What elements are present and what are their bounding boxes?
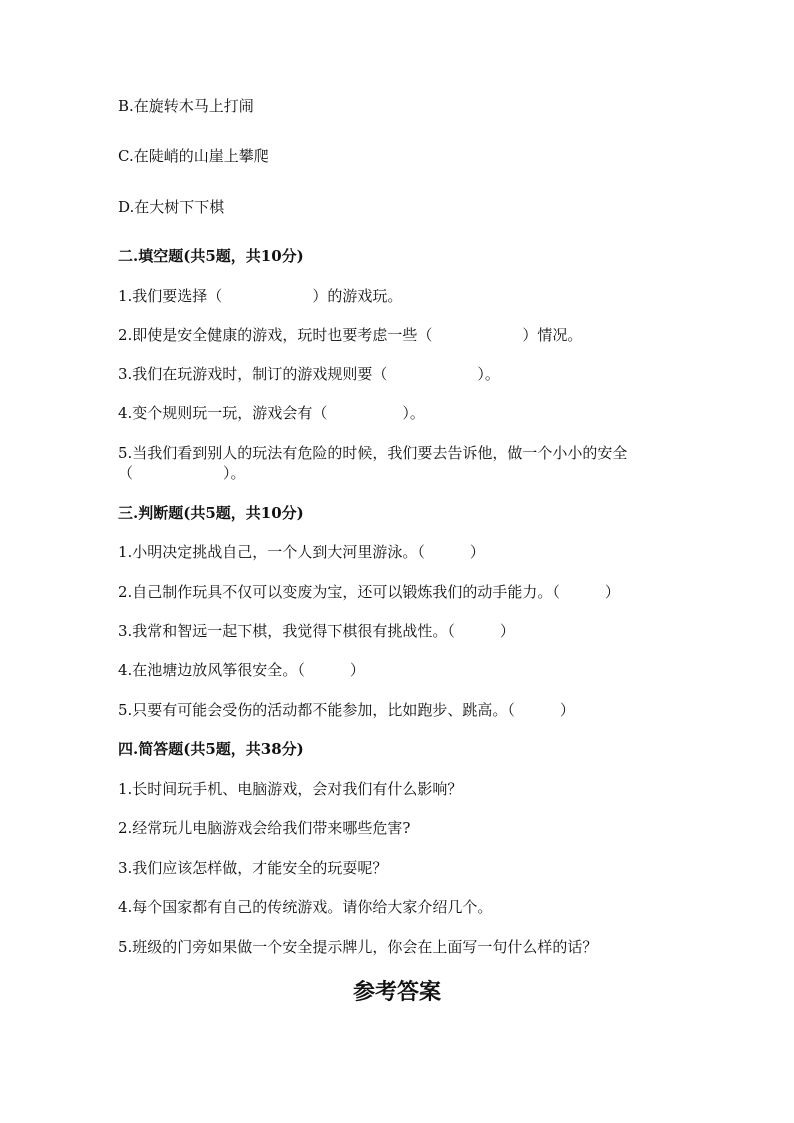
short-answer-question-2: 2.经常玩儿电脑游戏会给我们带来哪些危害? <box>118 819 411 837</box>
short-answer-question-1: 1.长时间玩手机、电脑游戏，会对我们有什么影响？ <box>118 780 463 798</box>
short-answer-question-4: 4.每个国家都有自己的传统游戏。请你给大家介绍几个。 <box>118 898 493 916</box>
fill-blank-question-2: 2.即使是安全健康的游戏，玩时也要考虑一些（ ）情况。 <box>118 326 583 344</box>
option-d: D.在大树下下棋 <box>118 198 225 216</box>
fill-blank-heading: 二.填空题(共5题，共10分) <box>118 247 304 265</box>
true-false-question-2: 2.自己制作玩具不仅可以变废为宝，还可以锻炼我们的动手能力。（ ） <box>118 583 620 601</box>
answers-title: 参考答案 <box>352 979 441 1005</box>
fill-blank-question-3: 3.我们在玩游戏时，制订的游戏规则要（ ）。 <box>118 365 500 383</box>
fill-blank-question-5-line-1: 5.当我们看到别人的玩法有危险的时候，我们要去告诉他，做一个小小的安全 <box>118 444 628 462</box>
true-false-question-1: 1.小明决定挑战自己，一个人到大河里游泳。（ ） <box>118 543 485 561</box>
short-answer-question-3: 3.我们应该怎样做，才能安全的玩耍呢？ <box>118 859 388 877</box>
true-false-question-4: 4.在池塘边放风筝很安全。（ ） <box>118 661 365 679</box>
short-answer-question-5: 5.班级的门旁如果做一个安全提示牌儿，你会在上面写一句什么样的话？ <box>118 938 598 956</box>
fill-blank-question-1: 1.我们要选择（ ）的游戏玩。 <box>118 287 403 305</box>
true-false-question-3: 3.我常和智远一起下棋，我觉得下棋很有挑战性。（ ） <box>118 622 515 640</box>
true-false-heading: 三.判断题(共5题，共10分) <box>118 504 304 522</box>
short-answer-heading: 四.简答题(共5题，共38分) <box>118 740 304 758</box>
option-c: C.在陡峭的山崖上攀爬 <box>118 147 269 165</box>
true-false-question-5: 5.只要有可能会受伤的活动都不能参加，比如跑步、跳高。（ ） <box>118 701 575 719</box>
fill-blank-question-4: 4.变个规则玩一玩，游戏会有（ ）。 <box>118 404 425 422</box>
fill-blank-question-5-line-2: （ ）。 <box>118 464 246 482</box>
option-b: B.在旋转木马上打闹 <box>118 97 254 115</box>
